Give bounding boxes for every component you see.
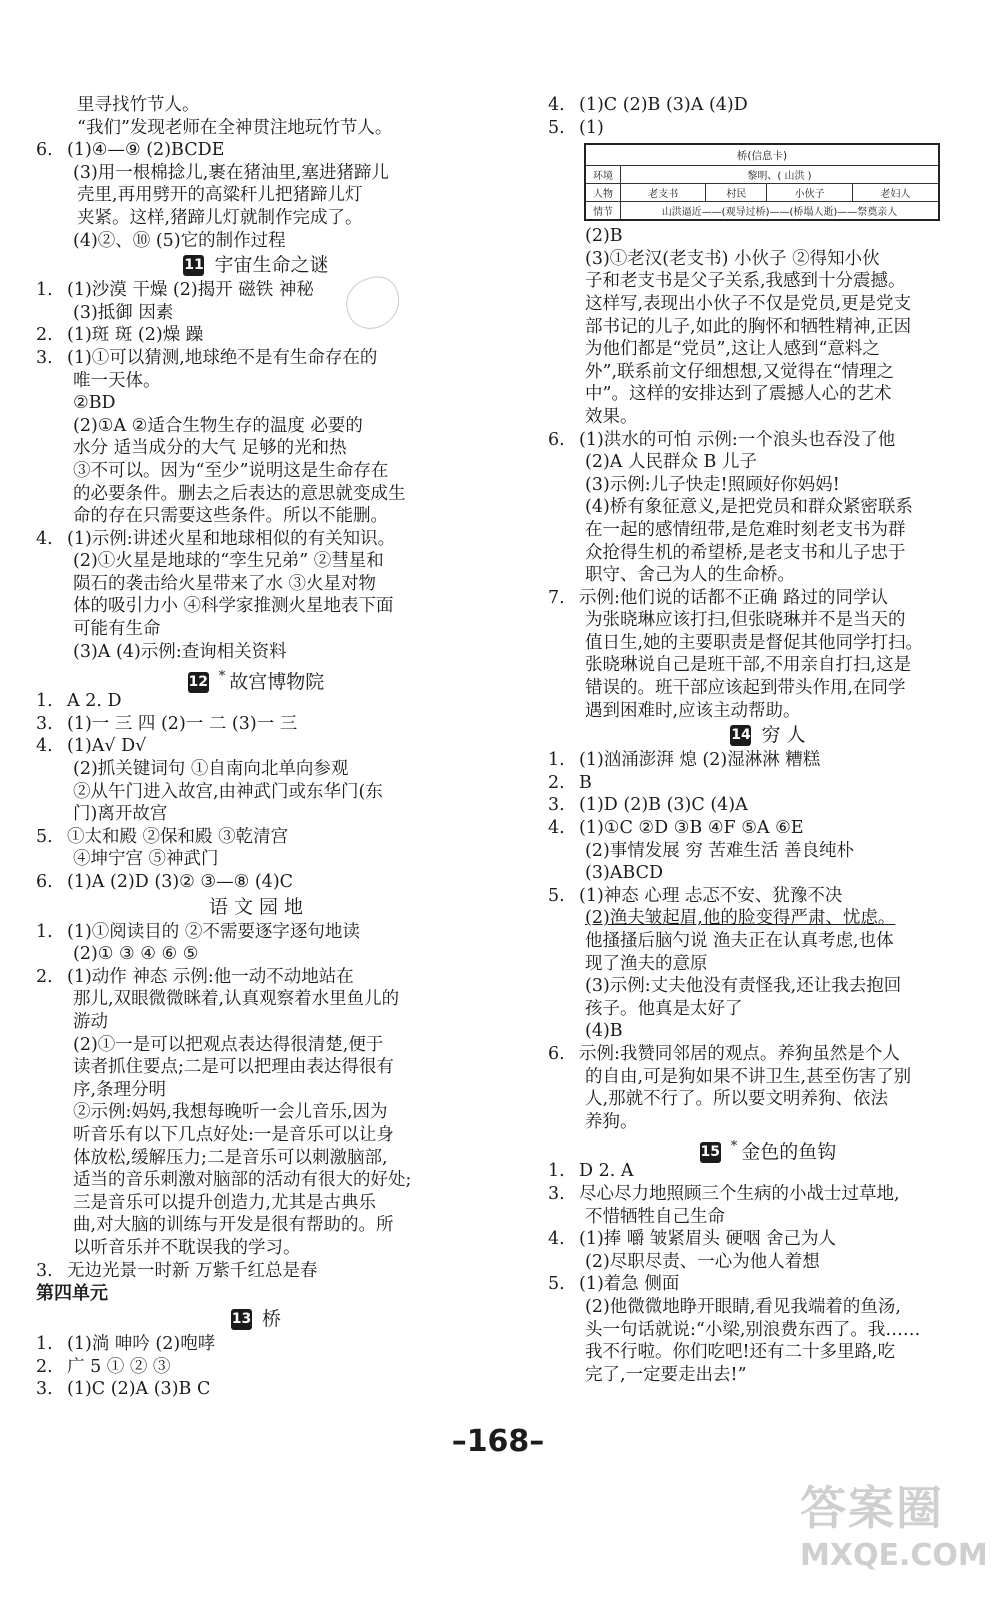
answer-line [36, 1378, 476, 1401]
answer-line [548, 338, 988, 361]
answer-text: (2)他微微地睁开眼睛,看见我端着的鱼汤, [585, 1296, 901, 1317]
section-heading [36, 663, 476, 694]
answer-line [36, 324, 476, 347]
answer-text: (1)①可以猜测,地球绝不是有生命存在的 [67, 347, 378, 368]
question-number: 6. [548, 1043, 565, 1064]
answer-text: 职守、舍己为人的生命桥。 [585, 565, 795, 586]
answer-line [36, 1124, 476, 1147]
section-title: 语 文 园 地 [208, 895, 304, 918]
answer-text: 子和老支书是父子关系,我感到十分震撼。 [585, 271, 906, 292]
question-number: 5. [548, 117, 565, 138]
answer-text: (1)神态 心理 忐忑不安、犹豫不决 [579, 885, 843, 906]
answer-text: 养狗。 [585, 1111, 638, 1132]
answer-line [36, 1056, 476, 1079]
answer-line [548, 474, 988, 497]
answer-text: 我不行啦。你们吃吧!还有二十多里路,吃 [585, 1342, 896, 1363]
answer-text: A 2. D [67, 691, 122, 712]
page-number: –168– [451, 1424, 545, 1459]
answer-line [548, 930, 988, 953]
answer-text: 唯一天体。 [73, 370, 161, 391]
left-column [36, 94, 476, 1401]
question-number: 2. [548, 772, 565, 793]
question-number: 3. [36, 1379, 53, 1400]
answer-text: 他搔搔后脑勺说 渔夫正在认真考虑,也体 [585, 931, 894, 951]
question-number: 4. [36, 736, 53, 757]
answer-line [36, 483, 476, 506]
unit-heading: 第四单元 [36, 1283, 108, 1305]
answer-text: (3)①老汉(老支书) 小伙子 ②得知小伙 [585, 248, 880, 269]
section-heading [36, 252, 476, 279]
answer-text: 示例:他们说的话都不正确 路过的同学认 [579, 587, 888, 608]
answer-text: 体放松,缓解压力;二是音乐可以刺激脑部, [73, 1147, 388, 1168]
answer-text: 曲,对大脑的训练与开发是很有帮助的。所 [73, 1215, 394, 1236]
answer-text: (3)示例:儿子快走!照顾好你妈妈! [585, 474, 840, 495]
answer-text: 效果。 [585, 406, 638, 427]
lesson-number-badge: 11 [183, 255, 204, 276]
answer-text: 现了渔夫的意原 [585, 953, 708, 974]
answer-text: 为他们都是“党员”,这让人感到“意料之 [585, 339, 880, 360]
answer-text: 可能有生命 [73, 619, 161, 640]
answer-line [36, 1034, 476, 1057]
answer-text: (1)A (2)D (3)② ③—⑧ (4)C [67, 872, 294, 892]
answer-text: (3)用一根棉捻儿,裹在猪油里,塞进猪蹄儿 [73, 162, 389, 183]
answer-text: (3)示例:丈夫他没有责怪我,还让我去抱回 [585, 976, 902, 997]
answer-text: (4)B [585, 1021, 623, 1042]
lesson-number-badge: 15 [700, 1142, 721, 1163]
answer-line [548, 749, 988, 772]
answer-text: 广 5 ① ② ③ [67, 1356, 171, 1377]
answer-line [36, 415, 476, 438]
answer-line [36, 550, 476, 573]
answer-text: 部书记的儿子,如此的胸怀和牺牲精神,正因 [585, 316, 912, 337]
answer-text: 为张晓琳应该打扫,但张晓琳并不是当天的 [585, 610, 906, 631]
answer-line [548, 383, 988, 406]
answer-line [548, 429, 988, 452]
answer-line [36, 117, 476, 140]
answer-text: D 2. A [579, 1161, 634, 1182]
question-number: 1. [36, 1334, 53, 1355]
answer-line [548, 1020, 988, 1043]
question-number: 5. [548, 885, 565, 906]
answer-line [36, 437, 476, 460]
answer-line [548, 632, 988, 655]
answer-line [548, 496, 988, 519]
answer-text: (1)洪水的可怕 示例:一个浪头也吞没了他 [579, 429, 896, 450]
answer-text: (4)②、⑩ (5)它的制作过程 [73, 230, 286, 251]
answer-line [36, 230, 476, 253]
answer-text: (1)着急 侧面 [579, 1274, 680, 1295]
answer-line [548, 225, 988, 248]
answer-text: (1) [579, 117, 604, 138]
answer-line [36, 1356, 476, 1379]
question-number: 4. [548, 818, 565, 839]
answer-text: 完了,一定要走出去!” [585, 1364, 747, 1385]
question-number: 5. [36, 826, 53, 847]
card-label-setting: 环境 [585, 166, 621, 184]
section-heading [36, 1306, 476, 1333]
answer-text: 人,那就不行了。所以要文明养狗、依法 [585, 1089, 889, 1110]
answer-text: B [579, 772, 592, 793]
question-number: 1. [36, 691, 53, 712]
answer-line [36, 392, 476, 415]
answer-line [36, 1011, 476, 1034]
answer-line [548, 587, 988, 610]
question-number: 1. [36, 280, 53, 301]
watermark-text: 答案圈 [800, 1481, 944, 1535]
question-number: 2. [36, 325, 53, 346]
card-cell-setting: 黎明、( 山洪 ) [621, 166, 940, 184]
answer-line [548, 1273, 988, 1296]
section-heading [548, 722, 988, 749]
answer-text: 遇到困难时,应该主动帮助。 [585, 700, 801, 721]
answer-line [548, 117, 988, 140]
lesson-number-badge: 14 [730, 725, 751, 746]
answer-line [548, 1296, 988, 1319]
answer-line [36, 1214, 476, 1237]
answer-line [548, 1088, 988, 1111]
section-title: 故宫博物院 [229, 671, 325, 694]
answer-text: 读者抓住要点;二是可以把理由表达得很有 [73, 1057, 394, 1078]
answer-line [36, 1260, 476, 1283]
answer-text: 里寻找竹节人。 [77, 95, 200, 115]
answer-text: (2)渔夫皱起眉,他的脸变得严肃、忧虑。 [585, 908, 896, 929]
answer-line [36, 595, 476, 618]
answer-text: (3)A (4)示例:查询相关资料 [73, 641, 287, 662]
answer-text: (2)①一是可以把观点表达得很清楚,便于 [73, 1034, 384, 1055]
question-number: 1. [548, 750, 565, 771]
answer-line [548, 609, 988, 632]
question-number: 4. [548, 1229, 565, 1250]
question-number: 3. [548, 1183, 565, 1204]
answer-line [548, 885, 988, 908]
answer-line [36, 713, 476, 736]
answer-text: (1)C (2)B (3)A (4)D [579, 95, 748, 115]
answer-line [548, 953, 988, 976]
answer-text: 三是音乐可以提升创造力,尤其是古典乐 [73, 1192, 377, 1213]
question-number: 6. [548, 429, 565, 450]
answer-line [548, 564, 988, 587]
section-title: 穷 人 [761, 724, 806, 747]
answer-line [36, 573, 476, 596]
question-number: 6. [36, 140, 53, 161]
answer-text: (1)沙漠 干燥 (2)揭开 磁铁 神秘 [67, 280, 314, 301]
answer-text: 适当的音乐刺激对脑部的活动有很大的好处; [73, 1170, 412, 1191]
answer-text: 这样写,表现出小伙子不仅是党员,更是党支 [585, 293, 912, 314]
answer-line [548, 862, 988, 885]
answer-text: (1)①C ②D ③B ④F ⑤A ⑥E [579, 818, 804, 839]
answer-line [36, 184, 476, 207]
answer-line [36, 921, 476, 944]
answer-text: 无边光景一时新 万紫千红总是春 [67, 1260, 318, 1281]
answer-line [548, 248, 988, 271]
answer-line [36, 641, 476, 664]
answer-text: (2)抓关键词句 ①自南向北单向参观 [73, 759, 349, 780]
answer-line [36, 758, 476, 781]
question-number: 3. [36, 347, 53, 368]
answer-text: (2)①A ②适合生物生存的温度 必要的 [73, 415, 363, 436]
answer-line [548, 293, 988, 316]
answer-line [36, 1169, 476, 1192]
answer-line [548, 316, 988, 339]
answer-text: 头一句话就说:“小梁,别浪费东西了。我…… [585, 1319, 921, 1340]
answer-text: 游动 [73, 1011, 108, 1032]
answer-text: (2)A 人民群众 B 儿子 [585, 452, 757, 473]
answer-line [36, 207, 476, 230]
answer-line [36, 94, 476, 117]
question-number: 3. [36, 1260, 53, 1281]
question-number: 3. [36, 713, 53, 734]
optional-marker: * [730, 1139, 738, 1155]
answer-line [548, 700, 988, 723]
answer-text: 听音乐有以下几点好处:一是音乐可以让身 [73, 1124, 394, 1145]
answer-line [36, 1147, 476, 1170]
answer-line [548, 1341, 988, 1364]
answer-line [36, 302, 476, 325]
question-number: 1. [36, 921, 53, 942]
answer-text: (1)动作 神态 示例:他一动不动地站在 [67, 966, 354, 987]
answer-line [548, 817, 988, 840]
answer-text: “我们”发现老师在全神贯注地玩竹节人。 [77, 117, 393, 138]
card-cell-character: 村民 [706, 184, 767, 202]
answer-line [548, 1206, 988, 1229]
answer-text: ②从午门进入故宫,由神武门或东华门(东 [73, 781, 383, 802]
lesson-number-badge: 12 [188, 672, 209, 693]
question-number: 1. [548, 1161, 565, 1182]
answer-line [548, 907, 988, 930]
answer-line [548, 975, 988, 998]
answer-line [36, 370, 476, 393]
answer-text: (1)汹涌澎湃 熄 (2)湿淋淋 糟糕 [579, 750, 821, 771]
answer-text: 命的存在只需要这些条件。所以不能删。 [73, 506, 388, 527]
answer-text: (1)捧 嚼 皱紧眉头 硬咽 舍己为人 [579, 1229, 837, 1250]
question-number: 3. [548, 795, 565, 816]
section-heading [548, 1133, 988, 1164]
answer-text: (1)C (2)A (3)B C [67, 1379, 211, 1400]
section-title: 桥 [261, 1308, 281, 1331]
answer-line [36, 162, 476, 185]
answer-text: (2)B [585, 226, 623, 247]
answer-line [548, 654, 988, 677]
answer-line [36, 848, 476, 871]
optional-marker: * [218, 669, 226, 685]
answer-line [36, 1192, 476, 1215]
answer-line [548, 1251, 988, 1274]
info-card-table [584, 143, 940, 221]
answer-line [36, 1237, 476, 1260]
answer-text: 外”,联系前文仔细想想,又觉得在“情理之 [585, 361, 895, 382]
card-cell-plot: 山洪逼近——(观导过桥)——(桥塌人逝)——祭奠亲人 [621, 202, 940, 221]
answer-line [36, 347, 476, 370]
answer-text: ④坤宁宫 ⑤神武门 [73, 849, 219, 870]
answer-text: 错误的。班干部应该起到带头作用,在同学 [585, 678, 906, 699]
question-number: 2. [36, 966, 53, 987]
answer-line [36, 505, 476, 528]
answer-line [36, 279, 476, 302]
answer-line [548, 772, 988, 795]
question-number: 4. [36, 528, 53, 549]
answer-text: (2)尽职尽责、一心为他人着想 [585, 1251, 820, 1272]
answer-line [548, 840, 988, 863]
answer-text: 值日生,她的主要职责是督促其他同学打扫。 [585, 632, 924, 653]
answer-text: (1)示例:讲述火星和地球相似的有关知识。 [67, 528, 396, 549]
lesson-number-badge: 13 [231, 1309, 252, 1330]
answer-text: (1)①阅读目的 ②不需要逐字逐句地读 [67, 921, 360, 942]
answer-text: 那儿,双眼微微眯着,认真观察着水里鱼儿的 [73, 989, 400, 1010]
card-label-plot: 情节 [585, 202, 621, 221]
answer-text: (1)斑 斑 (2)燥 躁 [67, 325, 204, 346]
answer-line [36, 139, 476, 162]
answer-text: 尽心尽力地照顾三个生病的小战士过草地, [579, 1183, 900, 1204]
answer-text: 序,条理分明 [73, 1079, 167, 1100]
answer-text: ③不可以。因为“至少”说明这是生命存在 [73, 460, 389, 481]
card-label-characters: 人物 [585, 184, 621, 202]
answer-line [36, 803, 476, 826]
answer-line [548, 1066, 988, 1089]
answer-text: 门)离开故宫 [73, 804, 168, 825]
answer-line [548, 1160, 988, 1183]
answer-line [548, 1043, 988, 1066]
answer-line [548, 94, 988, 117]
answer-line [548, 519, 988, 542]
card-title: 桥(信息卡) [585, 144, 939, 166]
answer-line [548, 406, 988, 429]
answer-line [548, 1228, 988, 1251]
card-cell-character: 老妇人 [852, 184, 939, 202]
answer-line [548, 451, 988, 474]
answer-text: 夹紧。这样,猪蹄儿灯就制作完成了。 [77, 207, 363, 228]
card-cell-character: 小伙子 [767, 184, 852, 202]
answer-text: 中”。这样的安排达到了震撼人心的艺术 [585, 384, 892, 405]
question-number: 2. [36, 1356, 53, 1377]
info-card [548, 143, 988, 221]
answer-line [36, 690, 476, 713]
watermark-logo [800, 1478, 988, 1588]
answer-text: (2)①火星是地球的“孪生兄弟” ②彗星和 [73, 551, 384, 572]
question-number: 7. [548, 587, 565, 608]
answer-line [548, 677, 988, 700]
answer-text: 以听音乐并不耽误我的学习。 [73, 1237, 301, 1258]
answer-line [36, 460, 476, 483]
answer-text: 体的吸引力小 ④科学家推测火星地表下面 [73, 596, 394, 617]
answer-line [548, 794, 988, 817]
answer-line [36, 528, 476, 551]
section-title: 宇宙生命之谜 [214, 254, 329, 277]
answer-text: 水分 适当成分的大气 足够的光和热 [73, 438, 347, 459]
answer-text: ①太和殿 ②保和殿 ③乾清宫 [67, 826, 289, 847]
answer-line [36, 1333, 476, 1356]
answer-text: ②示例:妈妈,我想每晚听一会儿音乐,因为 [73, 1102, 388, 1123]
question-number: 6. [36, 872, 53, 892]
answer-text: (1)④—⑨ (2)BCDE [67, 140, 225, 161]
answer-text: (4)桥有象征意义,是把党员和群众紧密联系 [585, 497, 913, 518]
section-heading [36, 894, 476, 921]
answer-line [36, 966, 476, 989]
answer-line [548, 1364, 988, 1387]
answer-text: (1)淌 呻吟 (2)咆哮 [67, 1334, 216, 1355]
answer-text: (3)抵御 因素 [73, 302, 174, 323]
answer-line [36, 735, 476, 758]
answer-line [36, 618, 476, 641]
section-title: 金色的鱼钩 [741, 1141, 837, 1164]
answer-text: (1)一 三 四 (2)一 二 (3)一 三 [67, 713, 298, 734]
question-number: 5. [548, 1274, 565, 1295]
answer-text: 孩子。他真是太好了 [585, 998, 743, 1019]
answer-text: 众抢得生机的希望桥,是老支书和儿子忠于 [585, 542, 906, 563]
answer-line [548, 1319, 988, 1342]
answer-text: ②BD [73, 393, 116, 414]
answer-line [548, 542, 988, 565]
answer-line [548, 270, 988, 293]
answer-text: (3)ABCD [585, 863, 664, 884]
answer-line [36, 988, 476, 1011]
answer-text: 的自由,可是狗如果不讲卫生,甚至伤害了别 [585, 1066, 912, 1087]
answer-text: (2)事情发展 穷 苦难生活 善良纯朴 [585, 840, 854, 861]
card-cell-character: 老支书 [621, 184, 706, 202]
question-number: 4. [548, 95, 565, 115]
answer-text: (1)A√ D√ [67, 736, 147, 757]
answer-text: 陨石的袭击给火星带来了水 ③火星对物 [73, 573, 377, 594]
answer-text: 张晓琳说自己是班干部,不用亲自打扫,这是 [585, 655, 912, 676]
answer-line [36, 1101, 476, 1124]
answer-line [36, 1079, 476, 1102]
answer-line [36, 871, 476, 894]
answer-text: 不惜牺牲自己生命 [585, 1206, 725, 1227]
watermark-url: MXQE.COM [800, 1538, 988, 1573]
answer-line [548, 1111, 988, 1134]
answer-line [548, 1183, 988, 1206]
answer-line [36, 781, 476, 804]
answer-line [36, 826, 476, 849]
right-column [548, 94, 988, 1386]
answer-text: 在一起的感情纽带,是危难时刻老支书为群 [585, 519, 906, 540]
answer-text: 壳里,再用劈开的高粱秆儿把猪蹄儿灯 [77, 185, 363, 206]
answer-text: 示例:我赞同邻居的观点。养狗虽然是个人 [579, 1043, 900, 1064]
answer-line [548, 361, 988, 384]
answer-text: (2)① ③ ④ ⑥ ⑤ [73, 944, 199, 965]
answer-line [36, 943, 476, 966]
answer-text: (1)D (2)B (3)C (4)A [579, 795, 748, 816]
answer-line [548, 998, 988, 1021]
answer-text: 的必要条件。删去之后表达的意思就变成生 [73, 483, 406, 504]
